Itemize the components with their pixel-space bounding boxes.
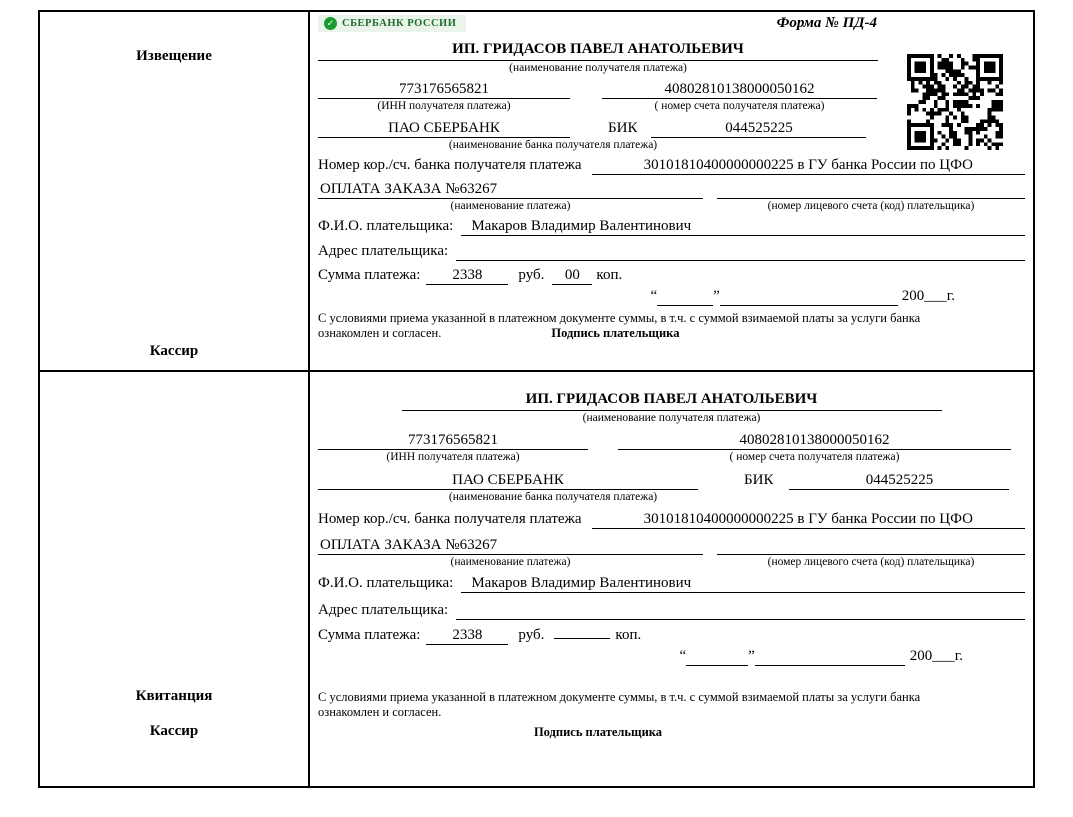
date-month-blank	[755, 648, 905, 666]
sum-rub-value: 2338	[426, 627, 508, 645]
date-day-blank	[657, 288, 713, 306]
rub-label: руб.	[518, 267, 545, 283]
payer-fio-label: Ф.И.О. плательщика:	[318, 218, 454, 234]
sum-label: Сумма платежа:	[318, 267, 421, 283]
bik-value: 044525225	[789, 472, 1009, 490]
agreement-line2: ознакомлен и согласен.	[318, 326, 442, 340]
payer-fio-value: Макаров Владимир Валентинович	[461, 218, 1025, 236]
payer-code-blank	[717, 181, 1025, 199]
corr-account-value: 30101810400000000225 в ГУ банка России по ЦФО	[592, 157, 1025, 175]
payee-account: 40802810138000050162	[618, 432, 1011, 450]
rub-label: руб.	[518, 627, 545, 643]
corr-account-label: Номер кор./сч. банка получателя платежа	[318, 157, 582, 173]
sum-rub-value: 2338	[426, 267, 508, 285]
receipt-label: Квитанция	[135, 688, 213, 704]
payer-address-label: Адрес плательщика:	[318, 602, 449, 618]
payer-address-label: Адрес плательщика:	[318, 243, 449, 259]
kop-label: коп.	[615, 627, 642, 643]
payee-inn: 773176565821	[318, 81, 570, 99]
notice-label: Извещение	[136, 48, 212, 64]
sberbank-logo	[318, 15, 466, 32]
payee-name: ИП. ГРИДАСОВ ПАВЕЛ АНАТОЛЬЕВИЧ	[318, 41, 878, 61]
payer-code-caption: (номер лицевого счета (код) плательщика)	[767, 556, 975, 568]
sum-kop-value	[554, 638, 610, 639]
payee-name-caption: (наименование получателя платежа)	[509, 62, 687, 74]
date-quote-open: “	[679, 648, 687, 664]
payer-code-caption: (номер лицевого счета (код) плательщика)	[767, 200, 975, 212]
account-caption: ( номер счета получателя платежа)	[729, 451, 900, 463]
payment-form-pd4	[38, 10, 1035, 788]
notice-form	[310, 12, 1033, 372]
date-quote-close: ”	[748, 648, 755, 664]
agreement-line1: С условиями приема указанной в платежном документе суммы, в т.ч. с суммой взимаемой платы за услуги банка	[318, 690, 921, 704]
kop-label: коп.	[596, 267, 623, 283]
agreement-line2: ознакомлен и согласен.	[318, 705, 442, 719]
inn-caption: (ИНН получателя платежа)	[377, 100, 511, 112]
cashier-label-bottom: Кассир	[149, 723, 199, 739]
date-month-blank	[720, 288, 898, 306]
bik-label: БИК	[744, 472, 774, 488]
inn-caption: (ИНН получателя платежа)	[386, 451, 520, 463]
sum-kop-value: 00	[552, 267, 592, 285]
qr-code	[907, 54, 1003, 150]
date-day-blank	[686, 648, 748, 666]
date-quote-close: ”	[713, 288, 720, 304]
account-caption: ( номер счета получателя платежа)	[654, 100, 825, 112]
bik-label: БИК	[608, 120, 638, 136]
bank-caption: (наименование банка получателя платежа)	[448, 491, 658, 503]
bank-name: ПАО СБЕРБАНК	[318, 472, 698, 490]
payer-fio-value: Макаров Владимир Валентинович	[461, 575, 1025, 593]
payer-code-blank	[717, 537, 1025, 555]
payment-purpose: ОПЛАТА ЗАКАЗА №63267	[318, 181, 703, 199]
cashier-label-top: Кассир	[149, 343, 199, 359]
corr-account-label: Номер кор./сч. банка получателя платежа	[318, 511, 582, 527]
payee-name-caption: (наименование получателя платежа)	[582, 412, 761, 424]
date-year: 200___г.	[909, 648, 963, 664]
payer-address-value	[456, 602, 1025, 620]
payer-address-value	[456, 243, 1025, 261]
corr-account-value: 30101810400000000225 в ГУ банка России по ЦФО	[592, 511, 1025, 529]
date-year: 200___г.	[901, 288, 955, 304]
date-quote-open: “	[650, 288, 658, 304]
notice-header	[318, 15, 1025, 37]
payment-purpose-caption: (наименование платежа)	[450, 556, 571, 568]
notice-stub	[40, 12, 310, 372]
payment-purpose: ОПЛАТА ЗАКАЗА №63267	[318, 537, 703, 555]
payee-inn: 773176565821	[318, 432, 588, 450]
bik-value: 044525225	[651, 120, 866, 138]
receipt-stub	[40, 372, 310, 786]
receipt-form	[310, 372, 1033, 786]
payer-signature-label: Подпись плательщика	[533, 725, 663, 739]
payee-name: ИП. ГРИДАСОВ ПАВЕЛ АНАТОЛЬЕВИЧ	[402, 391, 942, 411]
sberbank-logo-icon: ✓	[324, 17, 337, 30]
payer-signature-label: Подпись плательщика	[551, 326, 680, 340]
payment-purpose-caption: (наименование платежа)	[450, 200, 571, 212]
form-number-label: Форма № ПД-4	[776, 15, 877, 31]
payer-fio-label: Ф.И.О. плательщика:	[318, 575, 454, 591]
sberbank-logo-text: СБЕРБАНК РОССИИ	[342, 18, 457, 29]
bank-caption: (наименование банка получателя платежа)	[448, 139, 658, 151]
sum-label: Сумма платежа:	[318, 627, 421, 643]
agreement-line1: С условиями приема указанной в платежном документе суммы, в т.ч. с суммой взимаемой платы за услуги банка	[318, 311, 921, 325]
bank-name: ПАО СБЕРБАНК	[318, 120, 570, 138]
payee-account: 40802810138000050162	[602, 81, 877, 99]
